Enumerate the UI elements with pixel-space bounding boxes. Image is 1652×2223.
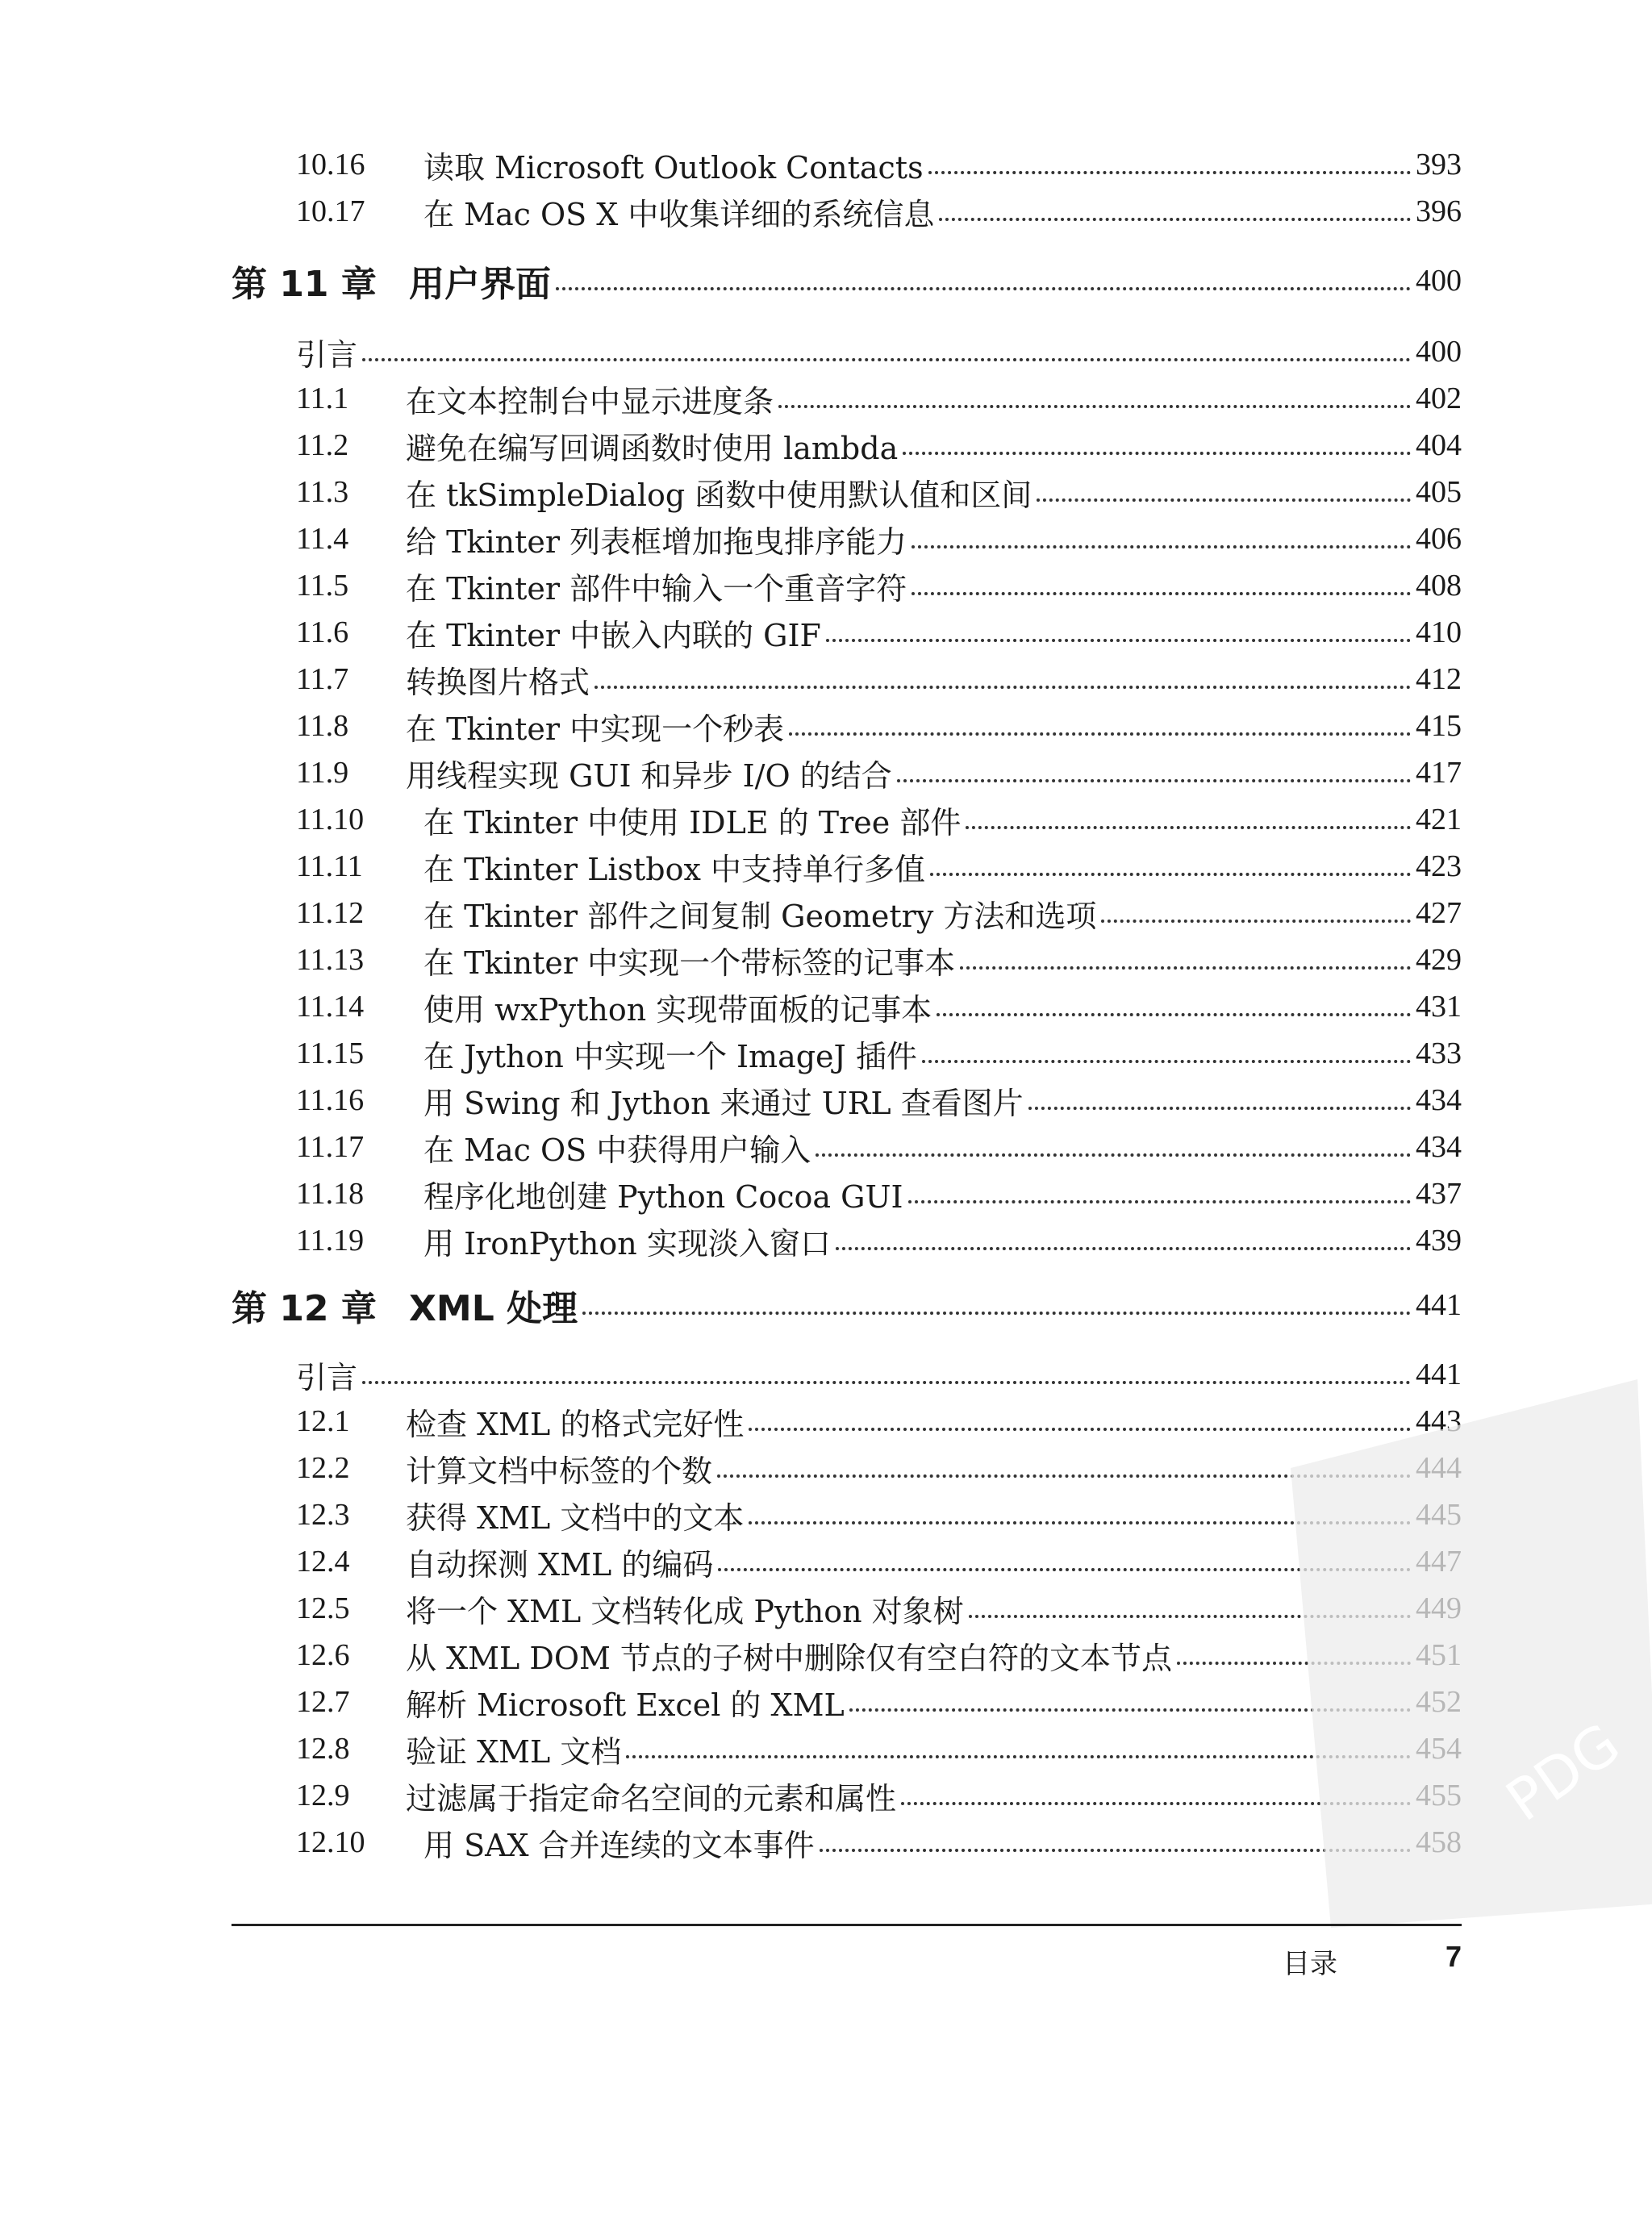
- page-number: 410: [1416, 615, 1462, 649]
- section-title: 避免在编写回调函数时使用 lambda: [406, 430, 899, 466]
- section-title: 在 Mac OS 中获得用户输入: [423, 1132, 811, 1168]
- footer-page-number: 7: [1446, 1940, 1462, 1973]
- section-number: 11.12: [296, 896, 365, 930]
- chapter-label: 第 11 章: [232, 264, 377, 305]
- leader-dots: [556, 287, 1411, 290]
- toc-entry-11-15[interactable]: [296, 1032, 1462, 1074]
- chapter-title: XML 处理: [409, 1288, 578, 1329]
- toc-entry-10-16[interactable]: [296, 144, 1462, 186]
- section-title: 程序化地创建 Python Cocoa GUI: [423, 1178, 903, 1215]
- page-number: 400: [1416, 335, 1462, 369]
- section-number: 12.8: [296, 1732, 350, 1766]
- page-number: 404: [1416, 428, 1462, 462]
- page-number: 417: [1416, 756, 1462, 790]
- section-title: 获得 XML 文档中的文本: [406, 1499, 745, 1536]
- watermark-text: PDG: [1494, 1710, 1632, 1834]
- leader-dots: [1037, 498, 1411, 502]
- toc-entry-ch11-intro[interactable]: [296, 331, 1462, 373]
- page-number: 437: [1416, 1177, 1462, 1211]
- leader-dots: [937, 1013, 1411, 1016]
- section-number: 12.6: [296, 1638, 350, 1672]
- leader-dots: [922, 1060, 1411, 1063]
- leader-dots: [826, 639, 1411, 642]
- page-number: 439: [1416, 1224, 1462, 1257]
- section-number: 11.9: [296, 756, 349, 790]
- section-title: 在 Tkinter 中使用 IDLE 的 Tree 部件: [423, 804, 962, 840]
- page-number: 443: [1416, 1404, 1462, 1438]
- section-number: 11.2: [296, 428, 349, 462]
- section-title: 在文本控制台中显示进度条: [406, 383, 774, 419]
- leader-dots: [912, 545, 1411, 548]
- page-number: 441: [1416, 1358, 1462, 1391]
- leader-dots: [939, 218, 1411, 221]
- leader-dots: [582, 1312, 1411, 1315]
- section-title: 在 Tkinter 部件中输入一个重音字符: [406, 570, 907, 607]
- section-number: 12.5: [296, 1591, 350, 1625]
- page-number: 423: [1416, 849, 1462, 883]
- leader-dots: [778, 405, 1411, 408]
- section-title: 过滤属于指定命名空间的元素和属性: [406, 1780, 897, 1816]
- leader-dots: [966, 826, 1411, 829]
- toc-entry-11-3[interactable]: [296, 471, 1462, 513]
- page-number: 441: [1416, 1288, 1462, 1322]
- section-number: 12.3: [296, 1498, 350, 1532]
- leader-dots: [594, 686, 1411, 689]
- section-title: 引言: [296, 1359, 358, 1395]
- section-number: 10.17: [296, 194, 365, 228]
- section-number: 12.10: [296, 1825, 365, 1859]
- leader-dots: [1028, 1107, 1411, 1110]
- section-title: 在 Tkinter 中实现一个带标签的记事本: [423, 945, 956, 981]
- leader-dots: [930, 873, 1411, 876]
- section-number: 12.2: [296, 1451, 350, 1485]
- toc-entry-11-6[interactable]: [296, 611, 1462, 653]
- toc-entry-11-10[interactable]: [296, 799, 1462, 840]
- section-title: 给 Tkinter 列表框增加拖曳排序能力: [406, 523, 907, 560]
- toc-entry-11-7[interactable]: [296, 658, 1462, 700]
- page-number: 412: [1416, 662, 1462, 696]
- section-title: 解析 Microsoft Excel 的 XML: [406, 1687, 845, 1723]
- leader-dots: [960, 966, 1411, 970]
- chapter-label: 第 12 章: [232, 1288, 377, 1329]
- toc-entry-11-4[interactable]: [296, 518, 1462, 560]
- toc-entry-11-18[interactable]: [296, 1173, 1462, 1215]
- section-title: 使用 wxPython 实现带面板的记事本: [423, 991, 932, 1028]
- section-number: 11.17: [296, 1130, 365, 1164]
- leader-dots: [897, 779, 1411, 782]
- section-number: 11.4: [296, 522, 349, 556]
- page-number: 402: [1416, 382, 1462, 415]
- section-title: 在 Tkinter Listbox 中支持单行多值: [423, 851, 925, 887]
- section-number: 12.9: [296, 1779, 350, 1812]
- toc-entry-11-13[interactable]: [296, 939, 1462, 981]
- section-number: 11.19: [296, 1224, 365, 1257]
- section-number: 11.6: [296, 615, 349, 649]
- section-title: 将一个 XML 文档转化成 Python 对象树: [406, 1593, 964, 1629]
- section-title: 在 Jython 中实现一个 ImageJ 插件: [423, 1038, 917, 1074]
- chapter-12-heading[interactable]: [232, 1284, 1462, 1329]
- chapter-title: 用户界面: [409, 264, 551, 305]
- toc-entry-11-9[interactable]: [296, 752, 1462, 794]
- page-number: 408: [1416, 569, 1462, 603]
- toc-entry-11-12[interactable]: [296, 892, 1462, 934]
- page-number: 427: [1416, 896, 1462, 930]
- pdg-watermark: [1258, 1371, 1652, 1936]
- section-title: 从 XML DOM 节点的子树中删除仅有空白符的文本节点: [406, 1640, 1172, 1676]
- section-title: 在 tkSimpleDialog 函数中使用默认值和区间: [406, 477, 1032, 513]
- leader-dots: [362, 1381, 1411, 1384]
- leader-dots: [836, 1247, 1411, 1250]
- section-number: 11.7: [296, 662, 349, 696]
- page-number: 396: [1416, 194, 1462, 228]
- section-number: 11.14: [296, 990, 365, 1024]
- section-number: 11.18: [296, 1177, 365, 1211]
- section-number: 12.7: [296, 1685, 350, 1719]
- section-title: 用 Swing 和 Jython 来通过 URL 查看图片: [423, 1085, 1024, 1121]
- page-number: 406: [1416, 522, 1462, 556]
- section-title: 在 Tkinter 中嵌入内联的 GIF: [406, 617, 821, 653]
- section-number: 11.8: [296, 709, 349, 743]
- chapter-11-heading[interactable]: [232, 260, 1462, 305]
- section-number: 11.13: [296, 943, 365, 977]
- section-title: 转换图片格式: [406, 664, 590, 700]
- section-title: 在 Tkinter 中实现一个秒表: [406, 711, 785, 747]
- toc-entry-11-11[interactable]: [296, 845, 1462, 887]
- section-title: 读取 Microsoft Outlook Contacts: [423, 149, 924, 186]
- section-title: 在 Mac OS X 中收集详细的系统信息: [423, 196, 935, 232]
- toc-entry-11-14[interactable]: [296, 986, 1462, 1028]
- page-number: 433: [1416, 1036, 1462, 1070]
- leader-dots: [1101, 920, 1411, 923]
- section-title: 引言: [296, 336, 358, 373]
- toc-entry-11-1[interactable]: [296, 377, 1462, 419]
- section-number: 11.1: [296, 382, 349, 415]
- toc-entry-11-17[interactable]: [296, 1126, 1462, 1168]
- toc-entry-11-2[interactable]: [296, 424, 1462, 466]
- footer-section-label: 目录: [1283, 1948, 1337, 1980]
- page-number: 434: [1416, 1083, 1462, 1117]
- section-number: 12.1: [296, 1404, 350, 1438]
- section-number: 12.4: [296, 1545, 350, 1579]
- leader-dots: [903, 452, 1411, 455]
- page-number: 431: [1416, 990, 1462, 1024]
- section-title: 用 IronPython 实现淡入窗口: [423, 1225, 831, 1262]
- section-title: 在 Tkinter 部件之间复制 Geometry 方法和选项: [423, 898, 1097, 934]
- section-number: 11.11: [296, 849, 363, 883]
- toc-entry-11-5[interactable]: [296, 565, 1462, 607]
- page-number: 415: [1416, 709, 1462, 743]
- toc-entry-11-16[interactable]: [296, 1079, 1462, 1121]
- page-number: 393: [1416, 148, 1462, 181]
- section-number: 11.10: [296, 803, 365, 836]
- toc-entry-10-17[interactable]: [296, 190, 1462, 232]
- leader-dots: [789, 732, 1411, 736]
- section-number: 11.16: [296, 1083, 365, 1117]
- page-number: 434: [1416, 1130, 1462, 1164]
- section-title: 用线程实现 GUI 和异步 I/O 的结合: [406, 757, 892, 794]
- section-number: 10.16: [296, 148, 365, 181]
- toc-entry-11-8[interactable]: [296, 705, 1462, 747]
- section-number: 11.15: [296, 1036, 365, 1070]
- section-title: 用 SAX 合并连续的文本事件: [423, 1827, 815, 1863]
- section-title: 验证 XML 文档: [406, 1733, 622, 1770]
- page-number: 429: [1416, 943, 1462, 977]
- section-title: 自动探测 XML 的编码: [406, 1546, 714, 1583]
- leader-dots: [908, 1200, 1411, 1203]
- leader-dots: [362, 358, 1411, 361]
- page-number: 405: [1416, 475, 1462, 509]
- page-number: 400: [1416, 264, 1462, 298]
- leader-dots: [928, 171, 1411, 174]
- section-title: 检查 XML 的格式完好性: [406, 1406, 745, 1442]
- toc-entry-11-19[interactable]: [296, 1220, 1462, 1262]
- footer-rule: [232, 1924, 1462, 1926]
- section-title: 计算文档中标签的个数: [406, 1453, 713, 1489]
- section-number: 11.3: [296, 475, 349, 509]
- page-number: 421: [1416, 803, 1462, 836]
- leader-dots: [912, 592, 1411, 595]
- leader-dots: [816, 1153, 1411, 1157]
- section-number: 11.5: [296, 569, 349, 603]
